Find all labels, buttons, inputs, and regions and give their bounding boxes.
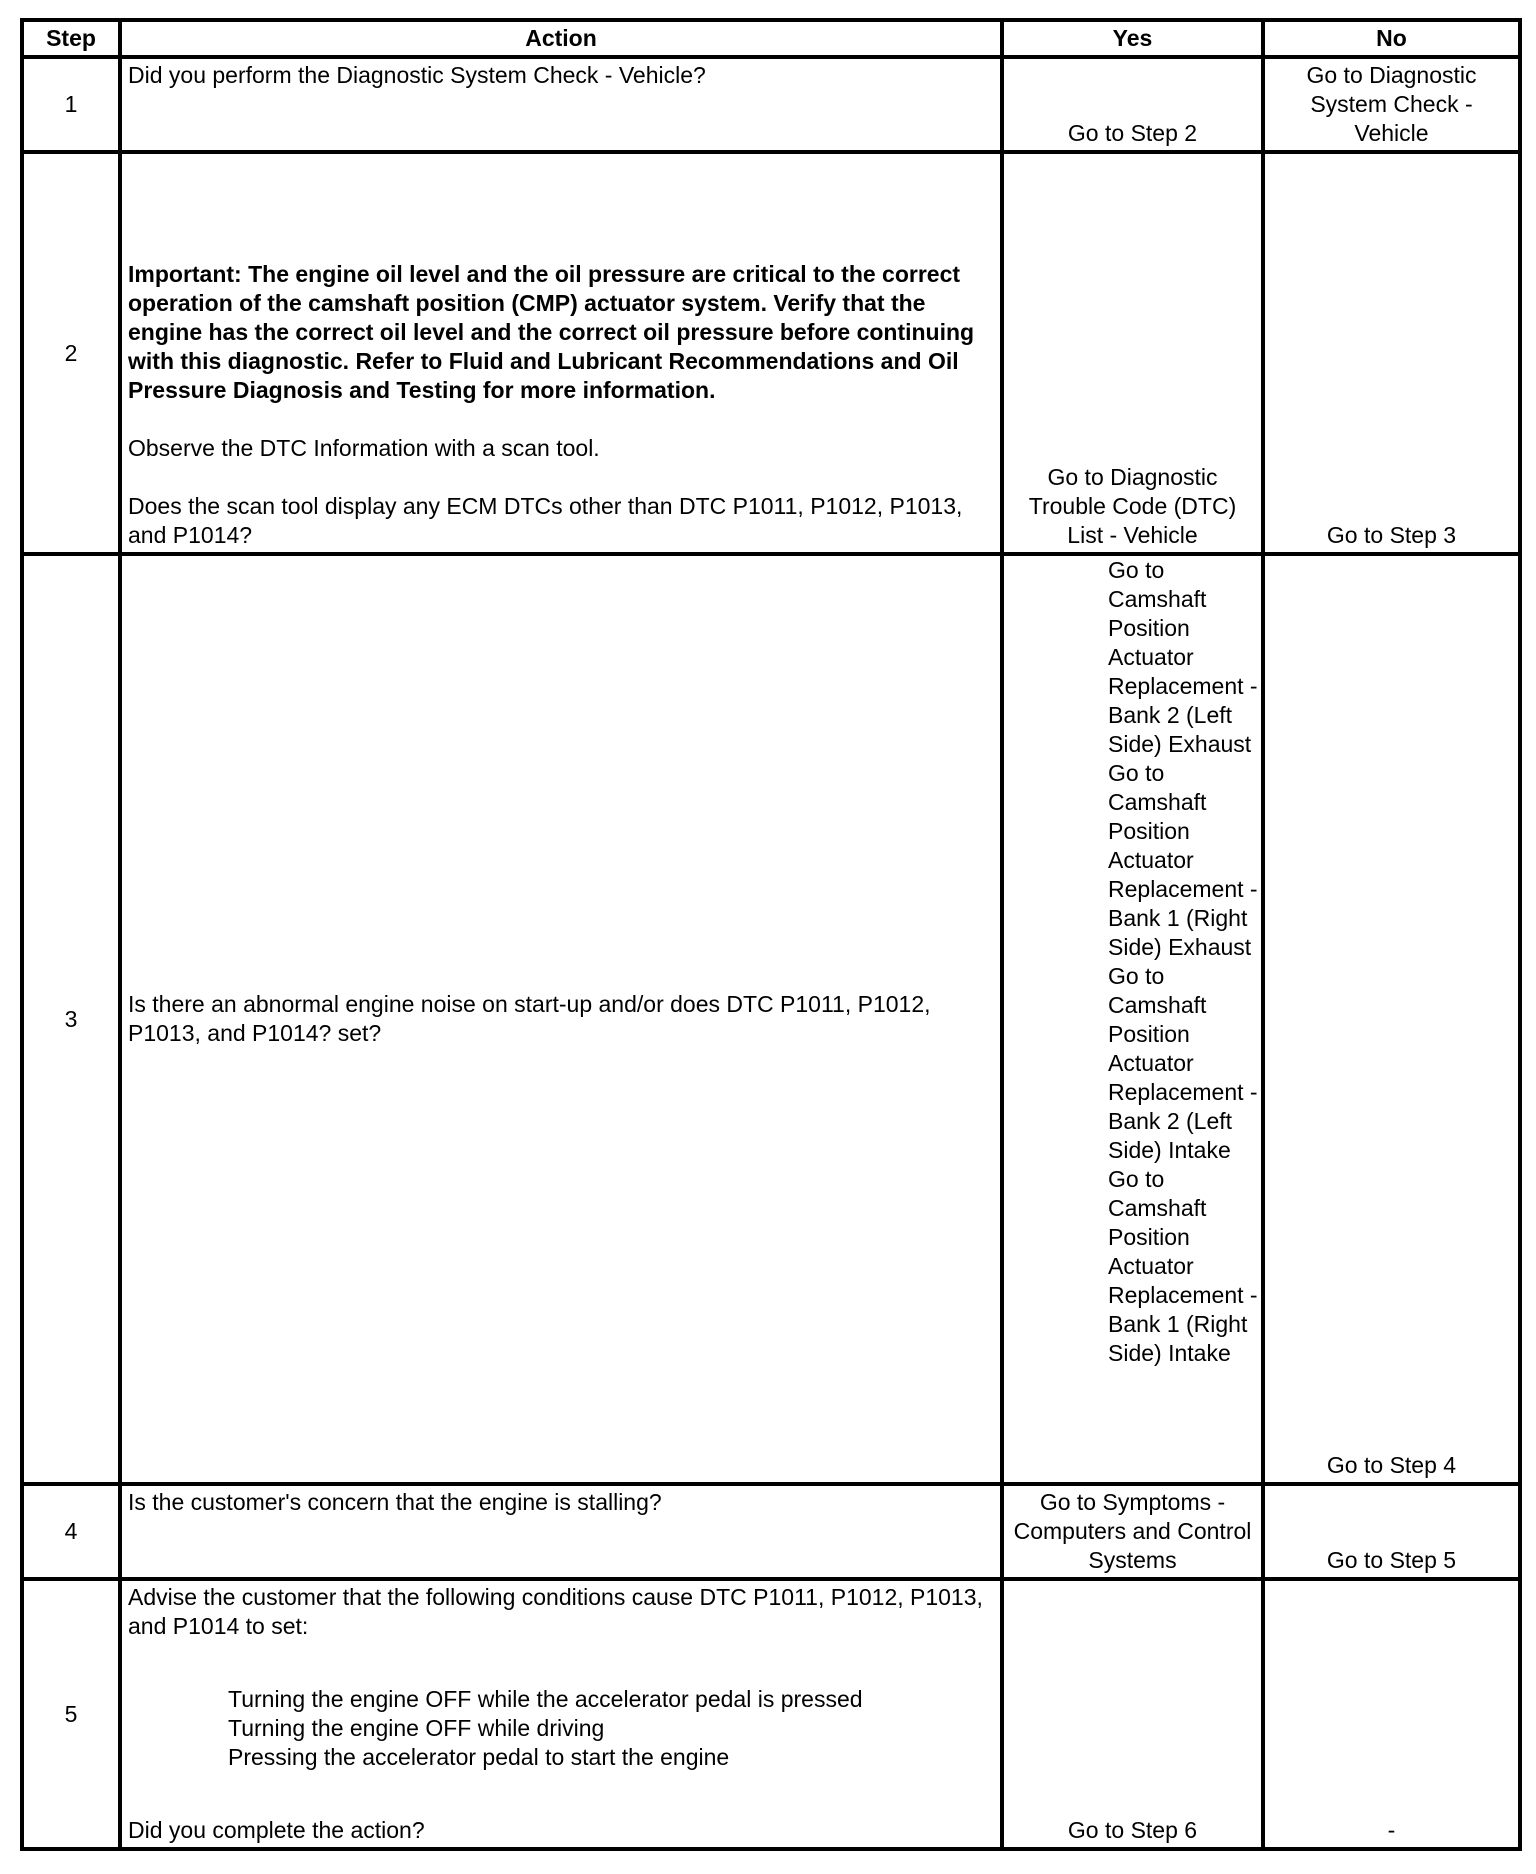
header-action: Action: [120, 20, 1002, 57]
action-question: Did you complete the action?: [128, 1817, 425, 1843]
yes-cell[interactable]: Go to Symptoms - Computers and Control Systems: [1002, 1484, 1263, 1579]
no-cell: -: [1263, 1579, 1520, 1849]
important-note: Important: The engine oil level and the oil pressure are critical to the correct operation of the camshaft position (CMP) actuator system. Verify that the engine has the correct oil level and the correct oil pressure before continuing with this diagnostic. Refer to Fluid and Lubricant Recommendations and Oil Pressure Diagnosis and Testing for more information.: [128, 261, 975, 403]
no-cell[interactable]: Go to Diagnostic System Check - Vehicle: [1263, 57, 1520, 152]
header-no: No: [1263, 20, 1520, 57]
action-instruction: Observe the DTC Information with a scan tool.: [128, 435, 600, 461]
no-cell[interactable]: Go to Step 3: [1263, 152, 1520, 554]
condition-item: Pressing the accelerator pedal to start the engine: [228, 1744, 730, 1770]
step-number: 3: [22, 554, 120, 1484]
diagnostic-table: [20, 18, 1522, 1851]
table-row: [22, 1579, 1520, 1849]
yes-link[interactable]: Go to Camshaft Position Actuator Replacement - Bank 2 (Left Side) Exhaust: [1108, 557, 1258, 757]
table-row: [22, 152, 1520, 554]
header-step: Step: [22, 20, 120, 57]
no-cell[interactable]: Go to Step 5: [1263, 1484, 1520, 1579]
action-cell: [120, 57, 1002, 152]
action-question: Is there an abnormal engine noise on start-up and/or does DTC P1011, P1012, P1013, and P1014? set?: [128, 991, 931, 1046]
condition-item: Turning the engine OFF while the accelerator pedal is pressed: [228, 1686, 863, 1712]
step-number: 2: [22, 152, 120, 554]
step-number: 1: [22, 57, 120, 152]
header-yes: Yes: [1002, 20, 1263, 57]
yes-cell[interactable]: Go to Step 6: [1002, 1579, 1263, 1849]
action-cell: [120, 152, 1002, 554]
yes-link[interactable]: Go to Camshaft Position Actuator Replacement - Bank 1 (Right Side) Exhaust: [1108, 760, 1258, 960]
action-intro: Advise the customer that the following conditions cause DTC P1011, P1012, P1013, and P1014 to set:: [128, 1584, 983, 1639]
table-row: [22, 554, 1520, 1484]
action-cell: [120, 1579, 1002, 1849]
table-row: [22, 57, 1520, 152]
action-question: Does the scan tool display any ECM DTCs other than DTC P1011, P1012, P1013, and P1014?: [128, 493, 963, 548]
header-row: [22, 20, 1520, 57]
condition-item: Turning the engine OFF while driving: [228, 1715, 605, 1741]
step-number: 4: [22, 1484, 120, 1579]
action-question: Is the customer's concern that the engine is stalling?: [128, 1489, 662, 1515]
table-row: [22, 1484, 1520, 1579]
yes-cell[interactable]: Go to Diagnostic Trouble Code (DTC) List - Vehicle: [1002, 152, 1263, 554]
yes-link[interactable]: Go to Camshaft Position Actuator Replacement - Bank 1 (Right Side) Intake: [1108, 1166, 1258, 1366]
yes-cell: [1002, 554, 1263, 1484]
action-question: Did you perform the Diagnostic System Check - Vehicle?: [128, 62, 706, 88]
action-cell: [120, 1484, 1002, 1579]
no-cell[interactable]: Go to Step 4: [1263, 554, 1520, 1484]
yes-link[interactable]: Go to Camshaft Position Actuator Replacement - Bank 2 (Left Side) Intake: [1108, 963, 1258, 1163]
yes-cell[interactable]: Go to Step 2: [1002, 57, 1263, 152]
action-cell: [120, 554, 1002, 1484]
yes-link-list: [1108, 556, 1258, 1368]
step-number: 5: [22, 1579, 120, 1849]
